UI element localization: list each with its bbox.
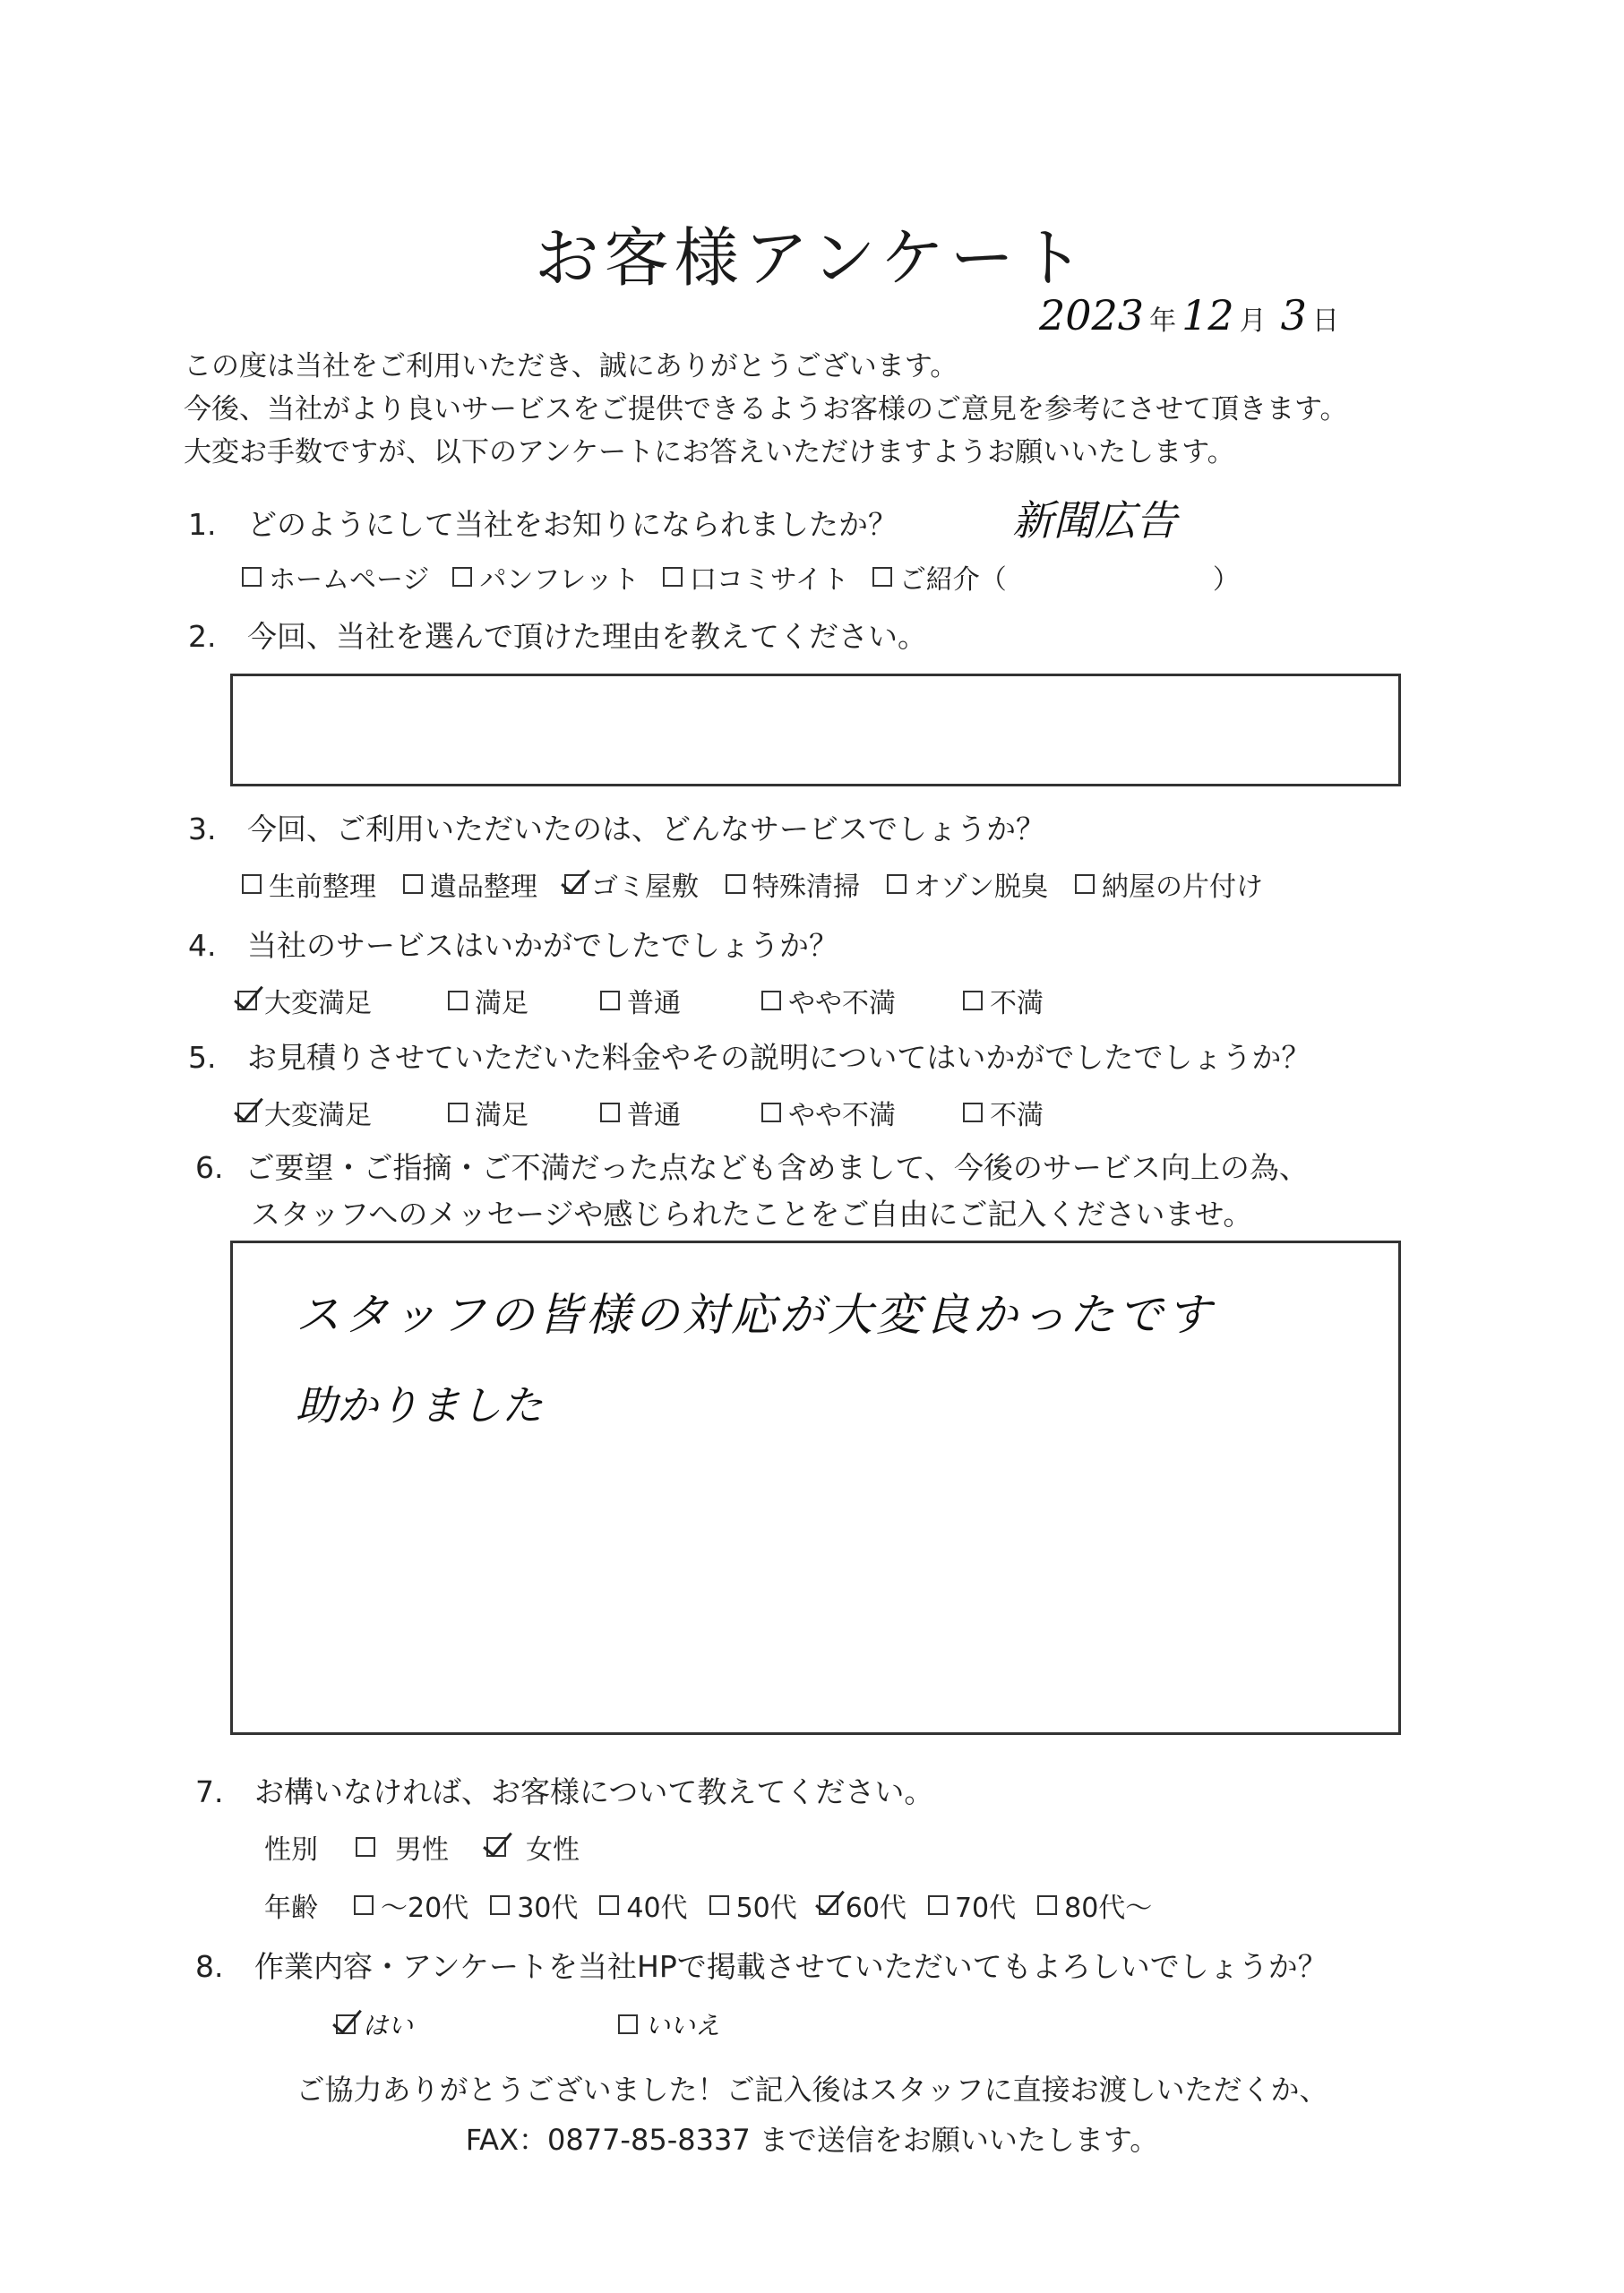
checkbox-icon[interactable]	[887, 874, 907, 894]
option-pamphlet[interactable]: パンフレット	[452, 557, 640, 597]
option-male[interactable]: 男性	[356, 1827, 449, 1867]
footer-line-1: ご協力ありがとうございました！ご記入後はスタッフに直接お渡しいただくか、	[296, 2073, 1328, 2107]
option-referral[interactable]: ご紹介（ ）	[872, 557, 1240, 597]
checkbox-checked-icon[interactable]	[336, 2014, 356, 2034]
checkbox-icon[interactable]	[490, 1895, 510, 1915]
question-3	[188, 806, 1045, 848]
option-normal[interactable]: 普通	[600, 1093, 761, 1132]
option-no[interactable]: いいえ	[618, 2006, 720, 2042]
option-age-30s[interactable]: 30代	[490, 1885, 578, 1925]
gender-label: 性別	[264, 1834, 318, 1866]
intro-line: 大変お手数ですが、以下のアンケートにお答えいただけますようお願いいたします。	[184, 436, 1235, 468]
option-age-70s[interactable]: 70代	[928, 1885, 1016, 1925]
intro-line: この度は当社をご利用いただき、誠にありがとうございます。	[184, 350, 958, 382]
question-text: お構いなければ、お客様について教えてください。	[254, 1774, 934, 1809]
q1-options	[242, 557, 1240, 597]
question-number: 8.	[195, 1949, 224, 1984]
date-year: 2023	[1039, 291, 1145, 339]
footer-line-2: FAX：0877-85-8337 まで送信をお願いいたします。	[465, 2123, 1159, 2157]
question-text: 当社のサービスはいかがでしたでしょうか？	[247, 928, 838, 963]
option-age-under-20[interactable]: ～20代	[354, 1885, 468, 1925]
question-5	[188, 1035, 1310, 1077]
checkbox-icon[interactable]	[452, 567, 472, 587]
question-number: 1.	[188, 507, 217, 542]
q1-handwritten-answer[interactable]: 新聞広告	[1012, 496, 1177, 545]
checkbox-icon[interactable]	[242, 874, 262, 894]
q5-options	[237, 1093, 1044, 1132]
checkbox-icon[interactable]	[356, 1837, 375, 1857]
q3-options	[242, 864, 1263, 904]
date-year-unit: 年	[1149, 305, 1177, 337]
question-2	[188, 614, 927, 656]
checkbox-icon[interactable]	[761, 991, 781, 1010]
date-day: 3	[1280, 291, 1307, 339]
option-gomi-yashiki[interactable]: ゴミ屋敷	[564, 864, 699, 904]
checkbox-icon[interactable]	[242, 567, 262, 587]
question-8	[195, 1944, 1328, 1986]
checkbox-icon[interactable]	[1075, 874, 1095, 894]
date-field[interactable]	[1039, 291, 1339, 339]
option-somewhat-dissatisfied[interactable]: やや不満	[761, 981, 963, 1020]
checkbox-icon[interactable]	[618, 2014, 638, 2034]
checkbox-icon[interactable]	[709, 1895, 729, 1915]
checkbox-icon[interactable]	[448, 991, 468, 1010]
question-6	[195, 1145, 1309, 1238]
option-age-40s[interactable]: 40代	[599, 1885, 687, 1925]
option-dissatisfied[interactable]: 不満	[963, 1093, 1044, 1132]
question-text-line2: スタッフへのメッセージや感じられたことをご自由にご記入くださいませ。	[251, 1197, 1253, 1232]
question-number: 2.	[188, 619, 217, 654]
checkbox-icon[interactable]	[448, 1103, 468, 1122]
option-age-50s[interactable]: 50代	[709, 1885, 797, 1925]
checkbox-icon[interactable]	[600, 991, 620, 1010]
option-age-80s-plus[interactable]: 80代～	[1037, 1885, 1152, 1925]
date-month-unit: 月	[1239, 305, 1267, 337]
checkbox-icon[interactable]	[403, 874, 423, 894]
checkbox-icon[interactable]	[1037, 1895, 1057, 1915]
question-7	[195, 1769, 933, 1811]
question-1	[188, 502, 898, 544]
question-number: 7.	[195, 1774, 224, 1809]
question-number: 3.	[188, 812, 217, 846]
question-number: 6.	[195, 1150, 224, 1185]
checkbox-icon[interactable]	[928, 1895, 948, 1915]
question-number: 4.	[188, 928, 217, 963]
q7-gender-row	[264, 1827, 580, 1867]
q4-options	[237, 981, 1044, 1020]
question-4	[188, 923, 838, 965]
checkbox-checked-icon[interactable]	[819, 1895, 838, 1915]
option-dissatisfied[interactable]: 不満	[963, 981, 1044, 1020]
option-satisfied[interactable]: 満足	[448, 1093, 600, 1132]
question-text: 作業内容・アンケートを当社HPで掲載させていただいてもよろしいでしょうか？	[254, 1949, 1328, 1984]
option-satisfied[interactable]: 満足	[448, 981, 600, 1020]
checkbox-checked-icon[interactable]	[486, 1837, 506, 1857]
checkbox-checked-icon[interactable]	[564, 874, 584, 894]
option-naya[interactable]: 納屋の片付け	[1075, 864, 1263, 904]
footer	[0, 2065, 1624, 2165]
age-label: 年齢	[264, 1893, 318, 1924]
checkbox-icon[interactable]	[872, 567, 892, 587]
option-normal[interactable]: 普通	[600, 981, 761, 1020]
checkbox-icon[interactable]	[354, 1895, 374, 1915]
intro-text	[184, 345, 1348, 474]
q6-answer-line-2: 助かりました	[296, 1381, 543, 1430]
option-age-60s[interactable]: 60代	[819, 1885, 907, 1925]
checkbox-icon[interactable]	[599, 1895, 619, 1915]
q8-options	[336, 2006, 720, 2042]
checkbox-icon[interactable]	[963, 1103, 983, 1122]
date-month: 12	[1181, 291, 1234, 339]
question-text: 今回、ご利用いただいたのは、どんなサービスでしょうか？	[247, 812, 1045, 846]
question-text: 今回、当社を選んで頂けた理由を教えてください。	[247, 619, 927, 654]
question-number: 5.	[188, 1040, 217, 1075]
q6-answer-line-1: スタッフの皆様の対応が大変良かったです	[296, 1289, 1215, 1341]
option-female[interactable]: 女性	[486, 1827, 580, 1867]
checkbox-checked-icon[interactable]	[237, 1103, 257, 1122]
option-yes[interactable]: はい	[336, 2006, 618, 2042]
option-homepage[interactable]: ホームページ	[242, 557, 429, 597]
option-review-site[interactable]: 口コミサイト	[663, 557, 849, 597]
option-seizen-seiri[interactable]: 生前整理	[242, 864, 376, 904]
date-day-unit: 日	[1311, 305, 1339, 337]
page-title: お客様アンケート	[534, 220, 1090, 296]
checkbox-icon[interactable]	[600, 1103, 620, 1122]
checkbox-checked-icon[interactable]	[237, 991, 257, 1010]
option-very-satisfied[interactable]: 大変満足	[237, 1093, 448, 1132]
checkbox-icon[interactable]	[761, 1103, 781, 1122]
question-text: ご要望・ご指摘・ご不満だった点なども含めまして、今後のサービス向上の為、	[245, 1150, 1309, 1185]
intro-line: 今後、当社がより良いサービスをご提供できるようお客様のご意見を参考にさせて頂きます。	[184, 393, 1348, 425]
checkbox-icon[interactable]	[726, 874, 745, 894]
checkbox-icon[interactable]	[663, 567, 683, 587]
q6-answer-box[interactable]	[230, 1241, 1401, 1735]
option-somewhat-dissatisfied[interactable]: やや不満	[761, 1093, 963, 1132]
question-text: どのようにして当社をお知りになられましたか？	[247, 507, 898, 542]
question-text: お見積りさせていただいた料金やその説明についてはいかがでしたでしょうか？	[247, 1040, 1311, 1075]
q7-age-row	[264, 1885, 1152, 1925]
q2-answer-box[interactable]	[230, 674, 1401, 786]
option-very-satisfied[interactable]: 大変満足	[237, 981, 448, 1020]
checkbox-icon[interactable]	[963, 991, 983, 1010]
option-tokushu-seisou[interactable]: 特殊清掃	[726, 864, 860, 904]
option-ihin-seiri[interactable]: 遺品整理	[403, 864, 537, 904]
option-ozone[interactable]: オゾン脱臭	[887, 864, 1048, 904]
